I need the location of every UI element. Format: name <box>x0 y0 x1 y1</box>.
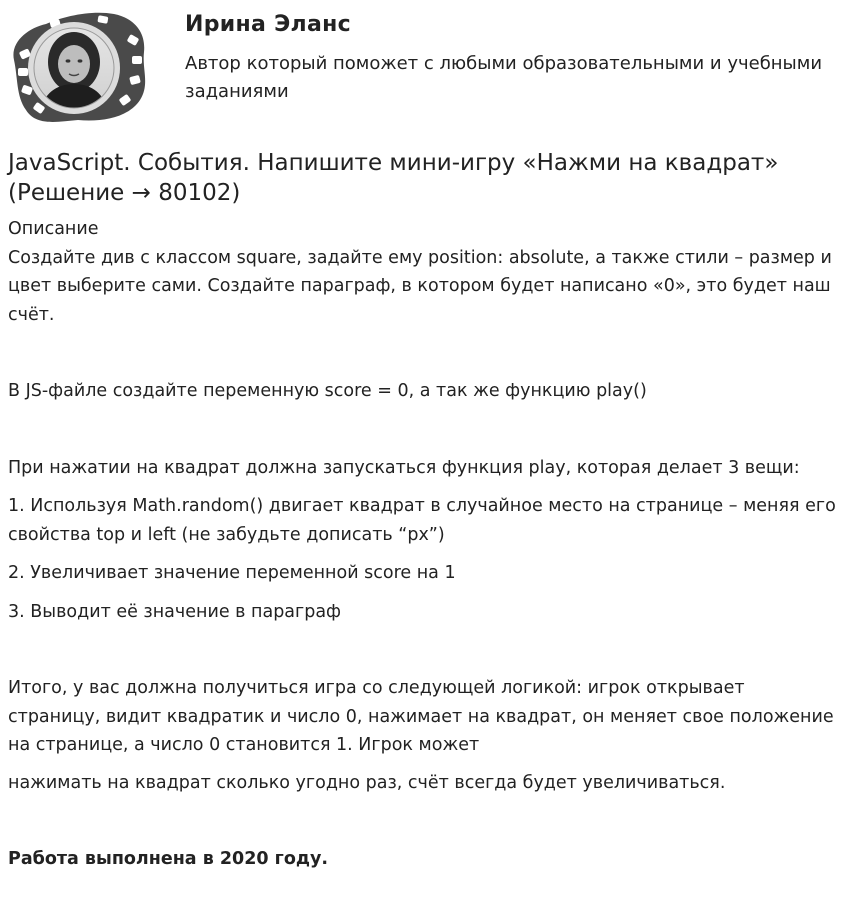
paragraph-click-behavior: При нажатии на квадрат должна запускаться функция play, которая делает 3 вещи: <box>8 457 800 478</box>
step-3: 3. Выводит её значение в параграф <box>8 601 342 622</box>
paragraph-description: Создайте див с классом square, задайте ему position: absolute, а также стили – размер и цвет выберите сами. Создайте параграф, в котором будет написано «0», это будет наш счёт. <box>8 247 832 325</box>
author-avatar[interactable] <box>6 6 152 128</box>
paragraph-result: Итого, у вас должна получиться игра со следующей логикой: игрок открывает страницу, видит квадратик и число 0, нажимает на квадрат, он меняет свое положение на странице, а число 0 становится 1. Игрок может <box>8 678 834 755</box>
step-2: 2. Увеличивает значение переменной score на 1 <box>8 563 456 583</box>
step-1: 1. Используя Math.random() двигает квадрат в случайное место на странице – меняя его свойства top и left (не забудьте дописать “px”) <box>8 496 836 545</box>
paragraph-js-file: В JS-файле создайте переменную score = 0, а так же функцию play() <box>8 381 647 401</box>
author-name[interactable]: Ирина Эланс <box>185 12 351 37</box>
paragraph-result-continued: нажимать на квадрат сколько угодно раз, счёт всегда будет увеличиваться. <box>8 772 726 793</box>
page-title: JavaScript. События. Напишите мини-игру «Нажми на квадрат» (Решение → 80102) <box>8 150 779 206</box>
article <box>8 148 838 874</box>
author-header <box>0 0 847 130</box>
author-bio: Автор который поможет с любыми образовательными и учебными заданиями <box>185 53 823 102</box>
completion-note: Работа выполнена в 2020 году. <box>8 849 329 869</box>
film-reel-frame-icon <box>6 6 152 128</box>
description-label: Описание <box>8 219 99 239</box>
